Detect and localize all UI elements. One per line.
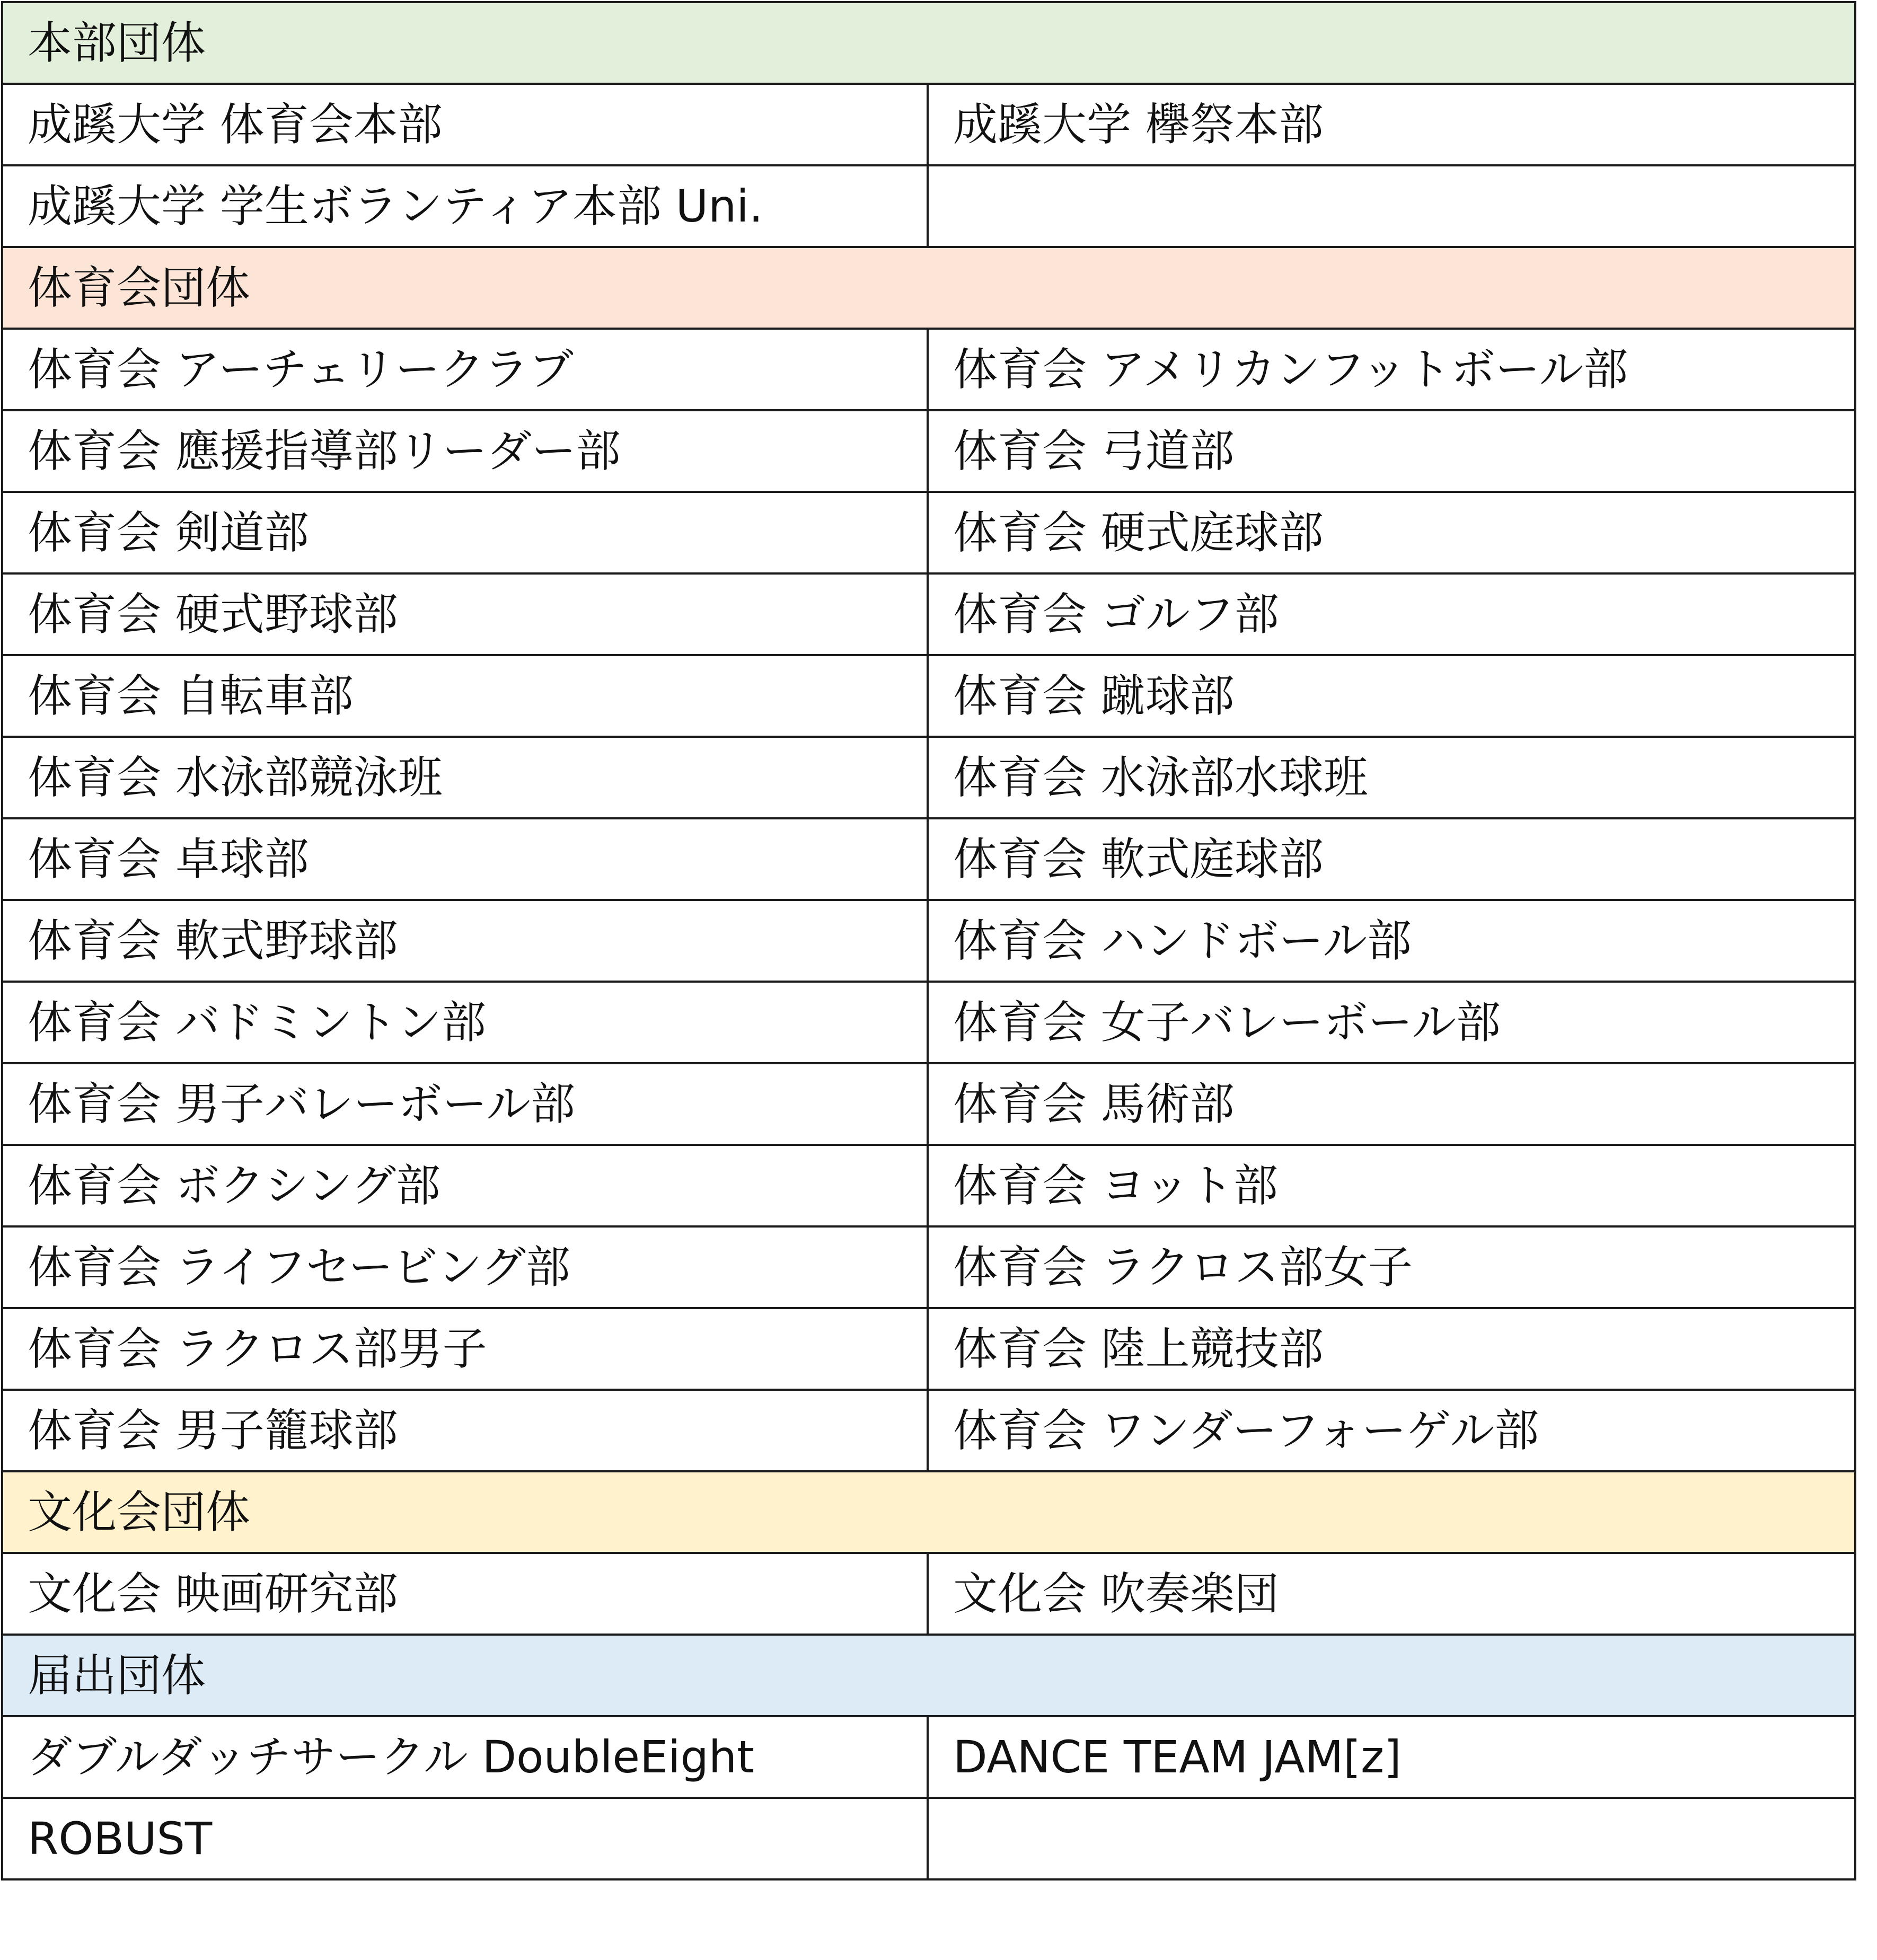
- organization-table-body: [2, 2, 1855, 1879]
- organization-cell: 体育会 弓道部: [928, 410, 1855, 492]
- organization-cell: 成蹊大学 体育会本部: [2, 84, 928, 165]
- organization-cell: 体育会 軟式庭球部: [928, 818, 1855, 900]
- table-row: [2, 410, 1855, 492]
- organization-cell: 文化会 吹奏楽団: [928, 1553, 1855, 1635]
- organization-cell: 文化会 映画研究部: [2, 1553, 928, 1635]
- table-row: [2, 492, 1855, 573]
- organization-cell: 体育会 ラクロス部男子: [2, 1308, 928, 1390]
- organization-cell: 体育会 ハンドボール部: [928, 900, 1855, 982]
- table-row: [2, 982, 1855, 1063]
- section-header-row: [2, 1635, 1855, 1716]
- organization-cell: 成蹊大学 学生ボランティア本部 Uni.: [2, 165, 928, 247]
- table-row: [2, 573, 1855, 655]
- organization-cell: 成蹊大学 欅祭本部: [928, 84, 1855, 165]
- table-row: [2, 1716, 1855, 1798]
- organization-cell: 体育会 ボクシング部: [2, 1145, 928, 1226]
- organization-cell: 体育会 自転車部: [2, 655, 928, 737]
- table-row: [2, 1798, 1855, 1879]
- organization-cell: ダブルダッチサークル DoubleEight: [2, 1716, 928, 1798]
- section-header-row: [2, 2, 1855, 84]
- organization-cell: 体育会 男子籠球部: [2, 1390, 928, 1471]
- organization-cell: 体育会 硬式野球部: [2, 573, 928, 655]
- organization-cell: ROBUST: [2, 1798, 928, 1879]
- table-row: [2, 900, 1855, 982]
- organization-cell: 体育会 ラクロス部女子: [928, 1226, 1855, 1308]
- organization-cell: 体育会 水泳部水球班: [928, 737, 1855, 818]
- organization-cell: 体育会 卓球部: [2, 818, 928, 900]
- organization-cell: 体育会 バドミントン部: [2, 982, 928, 1063]
- table-row: [2, 1063, 1855, 1145]
- organization-cell: 体育会 陸上競技部: [928, 1308, 1855, 1390]
- table-row: [2, 165, 1855, 247]
- organization-cell: 体育会 剣道部: [2, 492, 928, 573]
- section-header-row: [2, 1471, 1855, 1553]
- table-row: [2, 1390, 1855, 1471]
- section-title: 文化会団体: [2, 1471, 1855, 1553]
- table-row: [2, 1553, 1855, 1635]
- section-title: 体育会団体: [2, 247, 1855, 329]
- organization-cell: 体育会 アメリカンフットボール部: [928, 329, 1855, 410]
- section-title: 本部団体: [2, 2, 1855, 84]
- organization-cell: 体育会 馬術部: [928, 1063, 1855, 1145]
- organization-cell: 体育会 ヨット部: [928, 1145, 1855, 1226]
- table-row: [2, 655, 1855, 737]
- organization-cell: 体育会 ゴルフ部: [928, 573, 1855, 655]
- table-row: [2, 737, 1855, 818]
- organization-cell: 体育会 軟式野球部: [2, 900, 928, 982]
- organization-cell: 体育会 男子バレーボール部: [2, 1063, 928, 1145]
- organization-cell: 体育会 蹴球部: [928, 655, 1855, 737]
- organization-cell: 体育会 ワンダーフォーゲル部: [928, 1390, 1855, 1471]
- table-row: [2, 818, 1855, 900]
- organization-cell: 体育会 アーチェリークラブ: [2, 329, 928, 410]
- organization-cell: [928, 165, 1855, 247]
- table-row: [2, 1226, 1855, 1308]
- organization-cell: 体育会 應援指導部リーダー部: [2, 410, 928, 492]
- organization-cell: DANCE TEAM JAM[z]: [928, 1716, 1855, 1798]
- section-title: 届出団体: [2, 1635, 1855, 1716]
- section-header-row: [2, 247, 1855, 329]
- organization-cell: 体育会 硬式庭球部: [928, 492, 1855, 573]
- organization-cell: 体育会 女子バレーボール部: [928, 982, 1855, 1063]
- organization-cell: [928, 1798, 1855, 1879]
- table-row: [2, 84, 1855, 165]
- table-row: [2, 329, 1855, 410]
- organization-cell: 体育会 水泳部競泳班: [2, 737, 928, 818]
- table-row: [2, 1308, 1855, 1390]
- organization-cell: 体育会 ライフセービング部: [2, 1226, 928, 1308]
- table-row: [2, 1145, 1855, 1226]
- organization-table: [1, 1, 1856, 1880]
